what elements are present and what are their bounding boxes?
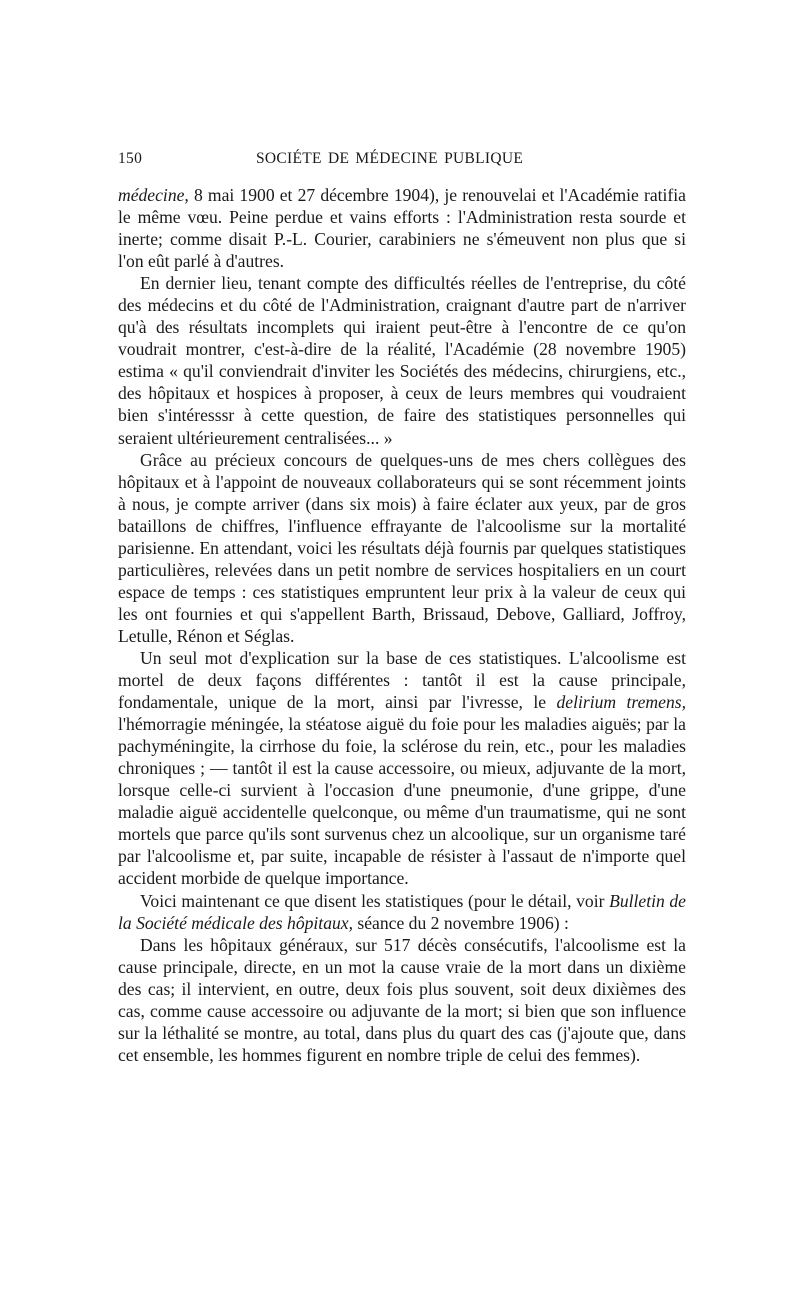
paragraph-4-text-after: l'hémorragie méningée, la stéatose aiguë du foie pour les maladies aiguës; par la pachyméningite, la cirrhose du foie, la sclérose du rein, etc., pour les maladies chroniques ; — tantôt il est la cause accessoire, ou mieux, adjuvante de la mort, lorsque celle-ci survient à l'occasion d'une pneumonie, d'une grippe, d'une maladie aiguë accidentelle quelconque, ou même d'un traumatisme, qui ne sont mortels que parce qu'ils sont survenus chez un alcoolique, sur un organisme taré par l'alcoolisme et, par suite, incapable de résister à l'assaut de n'importe quel accident morbide de quelque importance. (118, 714, 686, 889)
paragraph-6: Dans les hôpitaux généraux, sur 517 décès consécutifs, l'alcoolisme est la cause principale, directe, en un mot la cause vraie de la mort dans un dixième des cas; il intervient, en outre, deux fois plus souvent, soit deux dixièmes des cas, comme cause accessoire ou adjuvante de la mort; si bien que son influence sur la léthalité se montre, au total, dans plus du quart des cas (j'ajoute que, dans cet ensemble, les hommes figurent en nombre triple de celui des femmes). (118, 934, 686, 1065)
paragraph-2: En dernier lieu, tenant compte des difficultés réelles de l'entreprise, du côté des médecins et du côté de l'Administration, craignant d'autre part de n'arriver qu'à des résultats incomplets qui iraient peut-être à l'encontre de ce qu'on voudrait montrer, c'est-à-dire de la réalité, l'Académie (28 novembre 1905) estima « qu'il conviendrait d'inviter les Sociétés des médecins, chirurgiens, etc., des hôpitaux et hospices à proposer, à ceux de leurs membres qui voudraient bien s'intéresssr à cette question, de faire des statistiques personnelles qui seraient ultérieurement centralisées... » (118, 273, 686, 448)
paragraph-5-text-before: Voici maintenant ce que disent les statistiques (pour le détail, voir (140, 890, 610, 911)
paragraph-1-lead-italic: médecine, (118, 185, 189, 205)
paragraph-5-italic: Bulletin de la Société médicale des hôpitaux, (118, 890, 686, 933)
body-text (118, 184, 686, 1066)
paragraph-4-text-before: Un seul mot d'explication sur la base de ces statistiques. L'alcoolisme est mortel de deux façons différentes : tantôt il est la cause principale, fondamentale, unique de la mort, ainsi par l'ivresse, le (118, 647, 686, 713)
paragraph-1 (118, 184, 686, 272)
paragraph-1-text: 8 mai 1900 et 27 décembre 1904), je renouvelai et l'Académie ratifia le même vœu. Peine perdue et vains efforts : l'Administration resta sourde et inerte; comme disait P.-L. Courier, carabiniers ne s'émeuvent non plus que si l'on eût parlé à d'autres. (118, 185, 686, 272)
page-number: 150 (118, 150, 143, 167)
paragraph-5-text-after: séance du 2 novembre 1906) : (353, 912, 569, 933)
paragraph-4-italic: delirium tremens, (556, 692, 686, 713)
running-head (118, 150, 686, 172)
paragraph-3: Grâce au précieux concours de quelques-uns de mes chers collègues des hôpitaux et à l'appoint de nouveaux collaborateurs qui se sont récemment joints à nous, je compte arriver (dans six mois) à faire éclater aux yeux, par de gros bataillons de chiffres, l'influence effrayante de l'alcoolisme sur la mortalité parisienne. En attendant, voici les résultats déjà fournis par quelques statistiques particulières, relevées dans un petit nombre de services hospitaliers en un court espace de temps : ces statistiques empruntent leur prix à la valeur de ceux qui les ont fournies et qui s'appellent Barth, Brissaud, Debove, Galliard, Joffroy, Letulle, Rénon et Séglas. (118, 449, 686, 646)
paragraph-5 (118, 890, 686, 934)
paragraph-4 (118, 647, 686, 890)
running-title: SOCIÉTE DE MÉDECINE PUBLIQUE (256, 150, 524, 167)
book-page (118, 150, 686, 1066)
